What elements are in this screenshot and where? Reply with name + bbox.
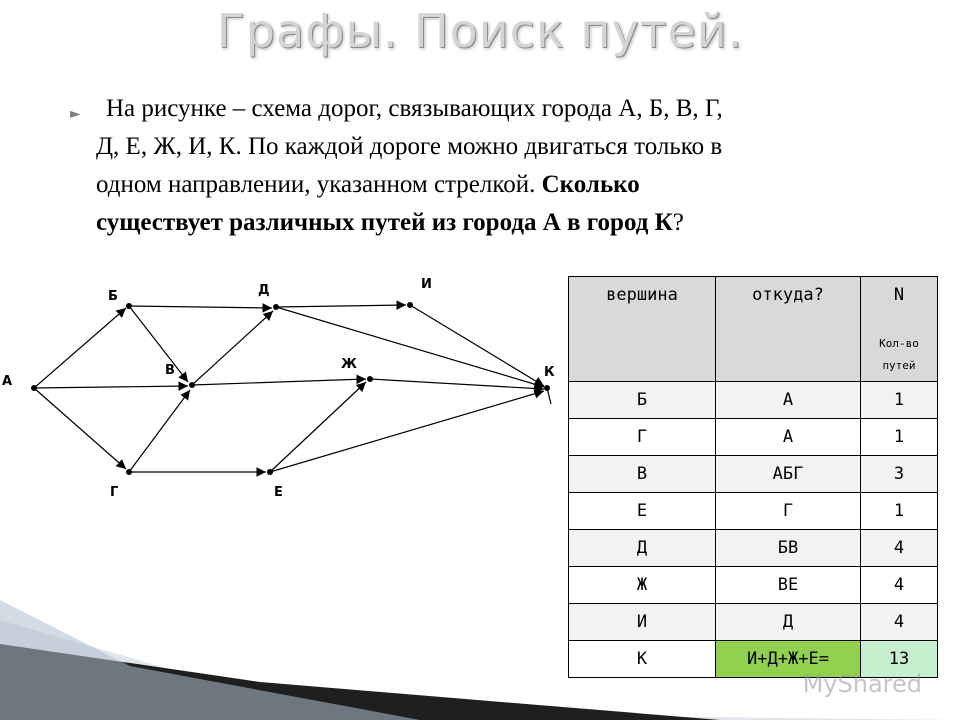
label-zh: Ж	[341, 357, 357, 372]
task-line-4	[96, 204, 916, 242]
edge-a-g	[34, 388, 126, 469]
edge-v-d	[192, 311, 273, 385]
cell-from: Г	[716, 493, 861, 530]
road-graph	[0, 268, 570, 508]
node-g	[126, 469, 132, 475]
table-row	[569, 456, 938, 493]
task-line-4-end: ?	[672, 209, 684, 236]
bullet-arrow-icon: ►	[70, 106, 81, 122]
label-k: К	[544, 365, 555, 380]
watermark: MyShared	[802, 670, 922, 698]
table-row	[569, 567, 938, 604]
node-d	[273, 304, 279, 310]
header-n-sub2: путей	[882, 359, 916, 372]
cell-n: 1	[861, 493, 938, 530]
cell-from-sum: И+Д+Ж+Е=	[716, 641, 861, 678]
label-i: И	[421, 277, 432, 292]
node-zh	[367, 376, 373, 382]
edge-d-i	[276, 305, 406, 307]
decorative-wedge	[0, 600, 960, 720]
cell-n: 1	[861, 382, 938, 419]
label-g: Г	[110, 485, 119, 500]
task-line-3	[96, 166, 916, 204]
cell-n: 4	[861, 530, 938, 567]
node-k	[544, 385, 550, 391]
table-row	[569, 382, 938, 419]
cell-vertex: В	[569, 456, 716, 493]
task-line-2: Д, Е, Ж, И, К. По каждой дороге можно двигаться только в	[96, 133, 723, 160]
edge-e-zh	[270, 382, 366, 472]
cell-vertex: К	[569, 641, 716, 678]
task-line-1: На рисунке – схема дорог, связывающих города А, Б, В, Г,	[106, 95, 723, 122]
table-row	[569, 493, 938, 530]
node-i	[407, 302, 413, 308]
task-line-3-bold: Сколько	[541, 171, 640, 198]
header-n-sub1: Кол-во	[879, 337, 919, 350]
task-line-4-bold: существует различных путей из города А в город К	[96, 209, 673, 236]
cell-n: 4	[861, 567, 938, 604]
cell-vertex: Д	[569, 530, 716, 567]
task-line-3-plain: одном направлении, указанном стрелкой.	[96, 171, 542, 198]
edge-d-k	[276, 307, 544, 387]
node-b	[126, 303, 132, 309]
edge-v-zh	[192, 379, 366, 385]
label-v: В	[165, 363, 175, 378]
cell-n: 4	[861, 604, 938, 641]
edge-g-v	[129, 390, 190, 472]
edge-b-v	[129, 306, 188, 382]
label-d: Д	[258, 283, 270, 298]
slide-title: Графы. Поиск путей.	[216, 4, 744, 58]
task-text	[96, 90, 916, 242]
header-vertex: вершина	[569, 277, 716, 382]
cell-from: Д	[716, 604, 861, 641]
header-n-sub	[861, 333, 937, 377]
cell-vertex: Б	[569, 382, 716, 419]
cell-from: ВЕ	[716, 567, 861, 604]
label-a: А	[2, 374, 13, 389]
cell-vertex: Г	[569, 419, 716, 456]
cell-vertex: Е	[569, 493, 716, 530]
cell-vertex: И	[569, 604, 716, 641]
label-e: Е	[274, 485, 283, 500]
cell-n-total: 13	[861, 641, 938, 678]
label-b: Б	[108, 289, 118, 304]
edge-b-d	[129, 306, 272, 308]
cell-vertex: Ж	[569, 567, 716, 604]
header-n-label: N	[893, 285, 905, 305]
edge-zh-k	[370, 379, 544, 389]
table-row	[569, 530, 938, 567]
cell-from: АБГ	[716, 456, 861, 493]
node-v	[189, 382, 195, 388]
node-e	[267, 469, 273, 475]
cell-from: БВ	[716, 530, 861, 567]
node-a	[31, 385, 37, 391]
edge-a-b	[34, 308, 126, 388]
cell-from: А	[716, 382, 861, 419]
edge-a-v	[34, 386, 188, 388]
cell-from: А	[716, 419, 861, 456]
edge-e-k	[270, 391, 544, 472]
table-row	[569, 419, 938, 456]
header-from: откуда?	[716, 277, 861, 382]
header-n	[861, 277, 938, 382]
cell-n: 3	[861, 456, 938, 493]
table-header-row	[569, 277, 938, 382]
edge-i-k	[410, 305, 544, 386]
cell-n: 1	[861, 419, 938, 456]
